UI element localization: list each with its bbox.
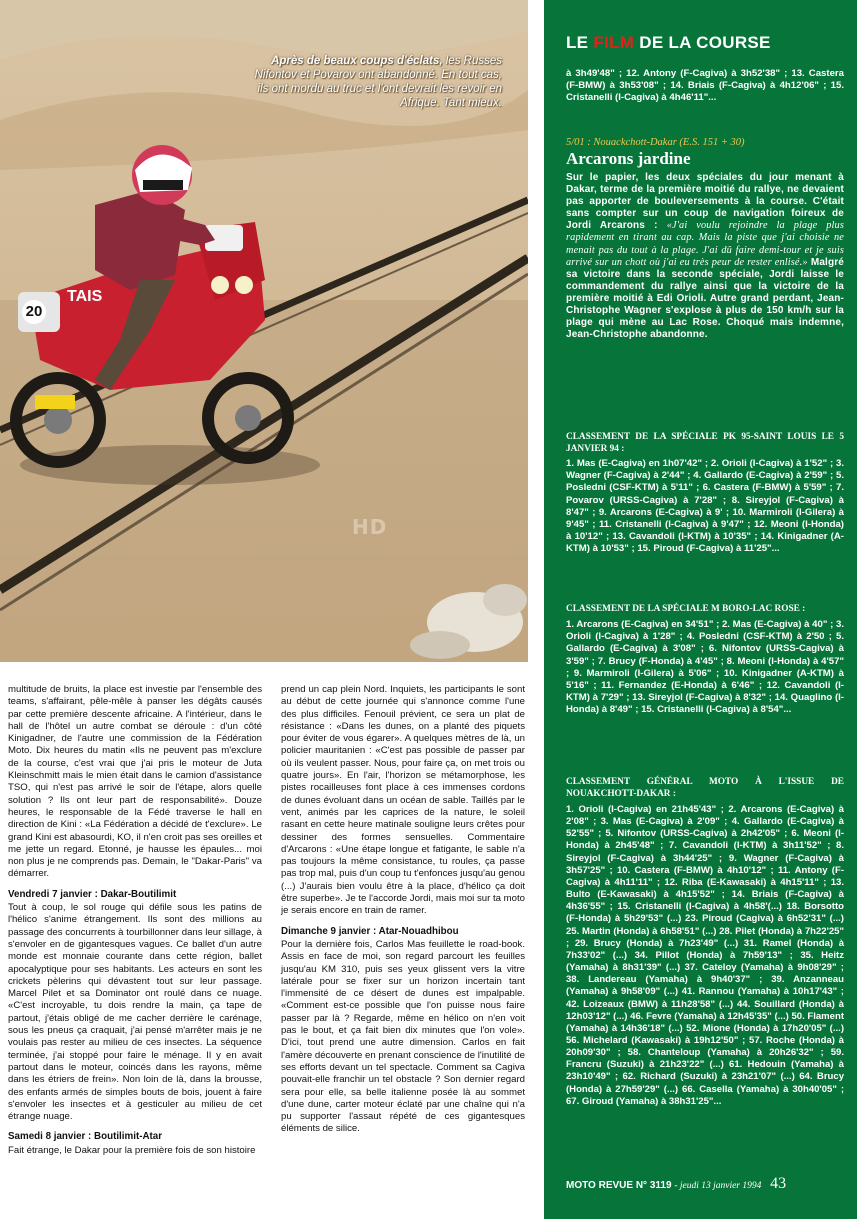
lead-text: Malgré sa victoire dans la seconde spéciale, Jordi laisse le commandement du rallye ainsi que la victoire de la première moitié à Edi Orioli. Autre grand perdant, Jean-Christophe Wagner s'explose à plus de 150 km/h sur la plage qui mène au Lac Rose. Choqué mais indemne, Jean-Christophe abandonne. (566, 256, 844, 341)
paragraph: prend un cap plein Nord. Inquiets, les participants le sont au début de cette journée qui s'annonce comme l'une des plus difficiles. Fenouil prévient, ce sera un plat de résistance : «Dans les dunes, on a planté des piquets pour éviter de vous égarer». A quelques mètres de là, un policier mauritanien : «C'est pas possible de passer par où ils veulent passer. Nous, pour faire ça, on met trois ou quatre jours». En l'air, l'horizon se métamorphose, les pistes rocailleuses font place à ces immenses cordons de dunes évoluant dans un océan de sable. Taillés par le vent, animés par les caprices de la nature, le soleil rasant en cette heure matinale souligne leurs crêtes pour dessiner des formes sensuelles. Commentaire d'Arcarons : «Une étape longue et fatigante, le sable n'a pas toujours la même consistance, tu roules, ça passe pas trop mal, puis d'un coup tu t'enfonces jusqu'au genou (...) J'aurais bien voulu être à la place, d'hélico ça doit être superbe». Je te l'accorde Jordi, mais moi sur ta moto je serais encore en train de ramer. (281, 684, 525, 917)
lead-text: Sur le papier, les deux spéciales du jour menant à Dakar, terme de la première moitié du rallye, ne devaient pas apporter de bouleversements à la course. C'était sans compter sur un coup de navigation foireux de Jordi Arcarons : (566, 172, 844, 232)
classification-results: 1. Orioli (I-Cagiva) en 21h45'43" ; 2. Arcarons (E-Cagiva) à 2'08" ; 3. Mas (E-Cagiva) à 2'09" ; 4. Gallardo (E-Cagiva) à 52'55" ; 5. Nifontov (URSS-Cagiva) à 2h42'05" ; 6. Meoni (I-Honda) à 2h45'48" ; 7. Cavandoli (I-KTM) à 3h11'52" ; 8. Sireyjol (F-Cagiva) à 3h44'25" ; 9. Wagner (F-Cagiva) à 3h57'25" ; 10. Castera (F-BMW) à 4h10'12" ; 11. Antony (F-Cagiva) à 4h11'11" ; 12. Riba (E-Kawasaki) à 4h15'11" ; 13. Bulto (E-Kawasaki) à 4h15'52" ; 14. Briais (F-Cagiva) à 4h36'55" ; 15. Cristanelli (I-Cagiva) à 4h58'(...) 18. Borsotto (F-Honda) à 5h29'53" (...) 23. Piroud (Cagiva) à 6h52'31" (...) 25. Martin (Honda) à 6h58'51" (...) 28. Pilet (Honda) à 7h22'25" ; 29. Brucy (Honda) à 7h23'49" (...) 31. Ramel (Honda) à 7h33'02" (...) 34. Pillot (Honda) à 7h59'13" ; 35. Heitz (Yamaha) à 8h31'39" (...) 37. Cateloy (Yamaha) à 9h08'29" ; 38. Landereau (Yamaha) à 9h40'37" ; 39. Anzanneau (Yamaha) à 9h58'09" (...) 41. Rannou (Yamaha) à 10h17'43" ; 42. Loizeaux (BMW) à 11h28'58" (...) 44. Souillard (Honda) à 12h03'12" (...) 46. Fevre (Yamaha) à 12h45'35" (...) 50. Flament (Yamaha) à 14h36'18" (...) 52. Mione (Honda) à 17h20'05" (...) 56. Michelard (Kawasaki) à 19h12'50" ; 57. Roche (Honda) à 20h09'30" ; 58. Chanteloup (Yamaha) à 20h26'32" ; 59. Francru (Suzuki) à 21h23'22" (...) 61. Hedouin (Yamaha) à 23h10'49" ; 62. Richard (Suzuki) à 23h21'07" (...) 64. Brucy (Honda) à 27h59'29" (...) 66. Casella (Yamaha) à 30h40'05" ; 67. Giroud (Yamaha) à 38h31'25"... (566, 804, 844, 1107)
caption-text: les Russes Nifontov et Povarov ont abandonné. En tout cas, ils ont mordu au truc et l'ont devrait les revoir en Afrique. Tant mieux. (254, 55, 502, 109)
title-film: FILM (593, 33, 635, 52)
issue-date: - jeudi 13 janvier 1994 (674, 1181, 762, 1191)
paragraph: Pour la dernière fois, Carlos Mas feuillette le road-book. Assis en face de moi, son regard parcourt les feuilles jusqu'au KM 310, puis ses yeux glissent vers la vitre latérale pour se fixer sur un horizon incertain tant l'immensité de ce désert de dunes est impalpable. «Comment est-ce possible que l'on puisse nous faire passer par là ? Regarde, même en hélico on n'en voit pas le bout, et ça fait bien dix minutes que l'on vole». D'ici, tout prend une autre dimension. Carlos en fait l'amère découverte en prenant conscience de l'inutilité de ses efforts devant un tel spectacle. Comment sa Cagiva pouvait-elle franchir un tel obstacle ? Son dernier regard sera pour elle, sa belle italienne posée là au sommet d'une dune, carter moteur éclaté par une chaîne qui n'a pu supporter l'assaut répété de ces gigantesques éléments de silice. (281, 938, 525, 1135)
results-continued: à 3h49'48" ; 12. Antony (F-Cagiva) à 3h52'38" ; 13. Castera (F-BMW) à 3h53'08" ; 14. Briais (F-Cagiva) à 4h12'06" ; 15. Cristanelli (I-Cagiva) à 4h46'11"... (566, 68, 844, 104)
page-footer (566, 1175, 786, 1193)
classification-results: 1. Arcarons (E-Cagiva) en 34'51" ; 2. Mas (E-Cagiva) à 40" ; 3. Orioli (I-Cagiva) à 1'28" ; 4. Posledni (CSF-KTM) à 2'50 ; 5. Gallardo (E-Cagiva) à 3'08" ; 6. Nifontov (URSS-Cagiva) à 3'59" ; 7. Brucy (F-Honda) à 4'45" ; 8. Meoni (I-Honda) à 4'57" ; 9. Marmiroli (I-Gilera) à 5'06" ; 10. Kinigadner (A-KTM) à 5'16" ; 11. Fernandez (E-Honda) à 6'46" ; 12. Cavandoli (I-KTM) à 7'29" ; 13. Sireyjol (F-Cagiva) à 8'32" ; 14. Quaglino (I-Honda) à 8'49" ; 15. Cristanelli (I-Cagiva) à 8'54"... (566, 619, 844, 716)
rally-photo (0, 0, 528, 662)
day-heading: Samedi 8 janvier : Boutilimit-Atar (8, 1131, 163, 1143)
stage-label: 5/01 : Nouackchott-Dakar (E.S. 151 + 30) (566, 137, 745, 148)
article-column-2 (281, 684, 525, 1136)
paragraph: Fait étrange, le Dakar pour la première fois de son histoire (8, 1144, 256, 1156)
lead-quote: «J'ai voulu rejoindre la plage plus rapidement en tirant au cap. Mais la piste que j'ai choisie ne menait pas du tout à la plage. J'ai dû faire demi-tour et je suis arrivé sur un chott où j'ai eu très peur de rester enlisé.» (566, 220, 844, 268)
race-film-sidebar (544, 0, 857, 1219)
classification-heading: CLASSEMENT DE LA SPÉCIALE M BORO-LAC ROSE : (566, 604, 806, 614)
photo-caption (242, 54, 502, 110)
classification-results: 1. Mas (E-Cagiva) en 1h07'42" ; 2. Orioli (I-Cagiva) à 1'52" ; 3. Wagner (F-Cagiva) à 2'44" ; 4. Gallardo (E-Cagiva) à 2'59" ; 5. Posledni (CSF-KTM) à 5'11" ; 6. Castera (F-BMW) à 5'59" ; 7. Povarov (URSS-Cagiva) à 7'28" ; 8. Sireyjol (F-Cagiva) à 8'47" ; 9. Arcarons (E-Cagiva) à 9' ; 10. Marmiroli (I-Gilera) à 9'45" ; 11. Cristanelli (I-Cagiva) à 9'47" ; 12. Meoni (I-Honda) à 10'12" ; 13. Cavandoli (I-KTM) à 10'35" ; 14. Kinigadner (A-KTM) à 10'53" ; 15. Piroud (F-Cagiva) à 11'25"... (566, 458, 844, 555)
sponsor-logo: TAIS (67, 288, 103, 305)
day-heading: Vendredi 7 janvier : Dakar-Boutilimit (8, 888, 177, 900)
classification-heading: CLASSEMENT DE LA SPÉCIALE PK 95-SAINT LOUIS LE 5 JANVIER 94 : (566, 432, 844, 454)
race-number-plate: 20 (22, 300, 46, 324)
watermark: HD (352, 515, 388, 539)
article-column-1 (8, 684, 262, 1157)
sidebar-title (566, 33, 771, 53)
title-le: LE (566, 33, 589, 52)
classification-heading: CLASSEMENT GÉNÉRAL MOTO À L'ISSUE DE NOUAKCHOTT-DAKAR : (566, 777, 844, 799)
page-number: 43 (770, 1175, 787, 1192)
paragraph: multitude de bruits, la place est investie par l'ensemble des teams, s'affairant, pêle-mêle à panser les dégâts causés par cette première descente africaine. A l'intérieur, dans le hall de l'hôtel un autre combat se déroule : d'un côté Kinigadner, de l'autre une commission de la Fédération Moto. Dix heures du matin «Ils ne peuvent pas m'exclure de la course, c'est vrai que j'ai pris le moteur de Juta Kleinschmitt mais le mien était dans le camion d'assistance TSO, qui n'est pas arrivé le soir de l'étape, alors quelle solution ? Ils ont leur part de responsabilité». Douze heures, le responsable de la Fédé traverse le hall en direction de Kini : «La Fédération a décidé de t'exclure». Le grand Kini est abasourdi, KO, il n'en croit pas ses oreilles et me jette un regard. Etonné, je hausse les épaules... moi non plus je ne comprends pas. Demain, le "Dakar-Paris" va démarrer. (8, 684, 262, 880)
day-heading: Dimanche 9 janvier : Atar-Nouadhibou (281, 925, 459, 937)
caption-lead: Après de beaux coups d'éclats, (271, 55, 443, 67)
title-rest: DE LA COURSE (639, 33, 771, 52)
magazine-name: MOTO REVUE N° 3119 (566, 1180, 672, 1191)
stage-lead (566, 172, 844, 341)
stage-title: Arcarons jardine (566, 149, 691, 168)
paragraph: Tout à coup, le sol rouge qui défile sous les patins de l'hélico s'anime étrangement. Ils sont des millions au passage des concurrents à tourbillonner dans leur sillage, à s'envoler en de gigantesques vagues. Ce ballet d'un autre monde est monnaie courante dans cette région, ballet apocalyptique pour ses habitants. Les acteurs en sont les crickets pèlerins qui dévastent tout sur leur passage. Marcel Pilet et sa Dominator ont roulé dans ce nuage. «C'est incroyable, tu dois rendre la main, ça tape de partout, j'étais obligé de me cacher derrière le carénage, sous les pneus ça craquait, j'ai pensé m'arrêter mais je ne voulais pas rester au milieu de ces insectes. La séquence terminée, j'ai stoppé pour faire le ménage. Il y en avait partout dans le moteur, coincés dans les rayons, même dans les étriers de frein». Non loin de là, dans la brousse, des enfants armés de simples bouts de bois, jouent à faire s'envoler les insectes et à gesticuler au milieu de cet étrange nuage. (8, 902, 262, 1123)
